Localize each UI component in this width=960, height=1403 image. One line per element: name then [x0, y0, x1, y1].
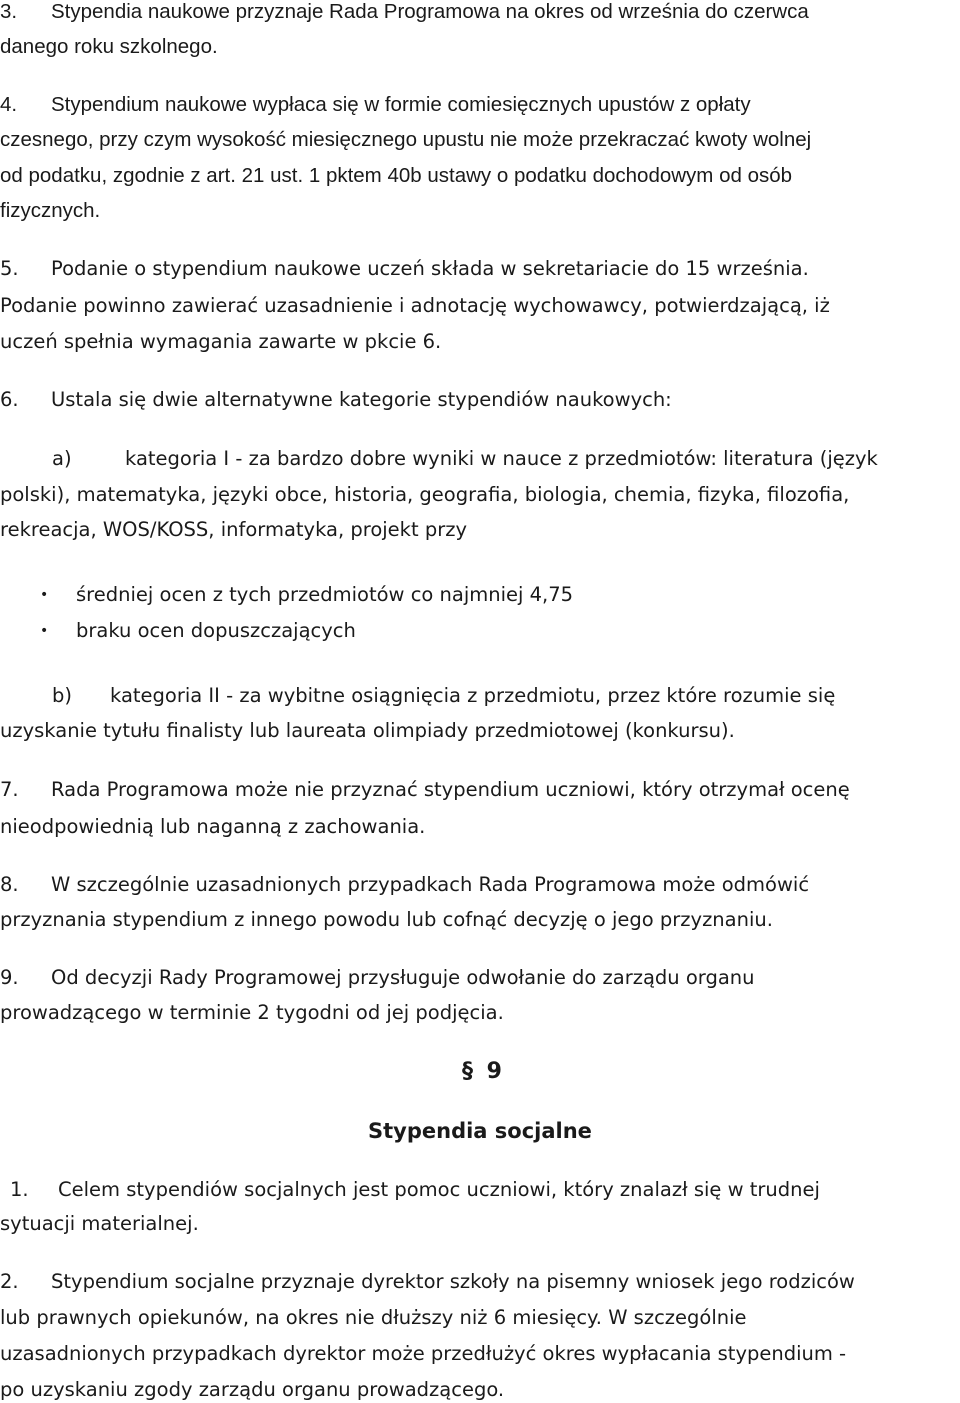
- item-3-line-1: [0, 0, 809, 24]
- item-6-line-1: [0, 388, 672, 412]
- item-number: 7.: [0, 778, 19, 801]
- item-text: Celem stypendiów socjalnych jest pomoc uczniowi, który znalazł się w trudnej: [58, 1178, 820, 1201]
- item-3-line-2: danego roku szkolnego.: [0, 35, 218, 58]
- item-7-line-2: nieodpowiednią lub naganną z zachowania.: [0, 815, 426, 838]
- item-number: 1.: [10, 1178, 29, 1201]
- category-text: kategoria II - za wybitne osiągnięcia z przedmiotu, przez które rozumie się: [110, 684, 836, 707]
- item-text: W szczególnie uzasadnionych przypadkach Rada Programowa może odmówić: [51, 873, 810, 896]
- category-text: kategoria I - za bardzo dobre wyniki w nauce z przedmiotów: literatura (język: [125, 447, 878, 470]
- item-text: Stypendia naukowe przyznaje Rada Programowa na okres od września do czerwca: [51, 0, 809, 23]
- item-9-line-2: prowadzącego w terminie 2 tygodni od jej podjęcia.: [0, 1001, 504, 1024]
- category-label: a): [52, 447, 72, 470]
- item-9-line-1: [0, 966, 755, 990]
- item-number: 9.: [0, 966, 19, 989]
- item-number: 4.: [0, 93, 18, 116]
- item-text: Od decyzji Rady Programowej przysługuje odwołanie do zarządu organu: [51, 966, 755, 989]
- bullet-icon: •: [40, 587, 49, 603]
- item-text: Podanie o stypendium naukowe uczeń składa w sekretariacie do 15 września.: [51, 257, 809, 280]
- item-5-line-1: [0, 257, 809, 281]
- item-8-line-1: [0, 873, 810, 897]
- category-label: b): [52, 684, 72, 707]
- item-4-line-4: fizycznych.: [0, 199, 101, 222]
- section-number: 9: [486, 1059, 502, 1084]
- section-title: Stypendia socjalne: [368, 1119, 592, 1143]
- item-4-line-1: [0, 93, 751, 117]
- item-4-line-3: od podatku, zgodnie z art. 21 ust. 1 pktem 40b ustawy o podatku dochodowym od osób: [0, 164, 793, 187]
- item-number: 3.: [0, 0, 18, 23]
- item-text: Rada Programowa może nie przyznać stypendium uczniowi, który otrzymał ocenę: [51, 778, 850, 801]
- section-symbol: §: [462, 1059, 473, 1084]
- item-5-line-3: uczeń spełnia wymagania zawarte w pkcie 6.: [0, 330, 442, 353]
- item-2-line-4: po uzyskaniu zgody zarządu organu prowadzącego.: [0, 1378, 505, 1401]
- item-2-line-1: [0, 1270, 855, 1294]
- item-number: 8.: [0, 873, 19, 896]
- item-number: 6.: [0, 388, 19, 411]
- bullet-text: braku ocen dopuszczających: [76, 619, 356, 642]
- item-7-line-1: [0, 778, 850, 802]
- bullet-icon: •: [40, 623, 49, 639]
- item-1-line-2: sytuacji materialnej.: [0, 1212, 199, 1235]
- category-a-line-2: polski), matematyka, języki obce, historia, geografia, biologia, chemia, fizyka, filozofia,: [0, 483, 850, 506]
- bullet-text: średniej ocen z tych przedmiotów co najmniej 4,75: [76, 583, 574, 606]
- category-b-line-2: uzyskanie tytułu finalisty lub laureata olimpiady przedmiotowej (konkursu).: [0, 719, 735, 742]
- item-4-line-2: czesnego, przy czym wysokość miesięcznego upustu nie może przekraczać kwoty wolnej: [0, 128, 812, 151]
- item-text: Stypendium socjalne przyznaje dyrektor szkoły na pisemny wniosek jego rodziców: [51, 1270, 855, 1293]
- item-2-line-3: uzasadnionych przypadkach dyrektor może przedłużyć okres wypłacania stypendium -: [0, 1342, 847, 1365]
- item-text: Ustala się dwie alternatywne kategorie stypendiów naukowych:: [51, 388, 672, 411]
- item-number: 5.: [0, 257, 19, 280]
- item-5-line-2: Podanie powinno zawierać uzasadnienie i adnotację wychowawcy, potwierdzającą, iż: [0, 294, 830, 317]
- item-2-line-2: lub prawnych opiekunów, na okres nie dłuższy niż 6 miesięcy. W szczególnie: [0, 1306, 747, 1329]
- section-heading: [462, 1058, 502, 1086]
- item-8-line-2: przyznania stypendium z innego powodu lub cofnąć decyzję o jego przyznaniu.: [0, 908, 773, 931]
- item-text: Stypendium naukowe wypłaca się w formie comiesięcznych upustów z opłaty: [51, 93, 751, 116]
- item-number: 2.: [0, 1270, 19, 1293]
- category-a-line-3: rekreacja, WOS/KOSS, informatyka, projekt przy: [0, 518, 467, 541]
